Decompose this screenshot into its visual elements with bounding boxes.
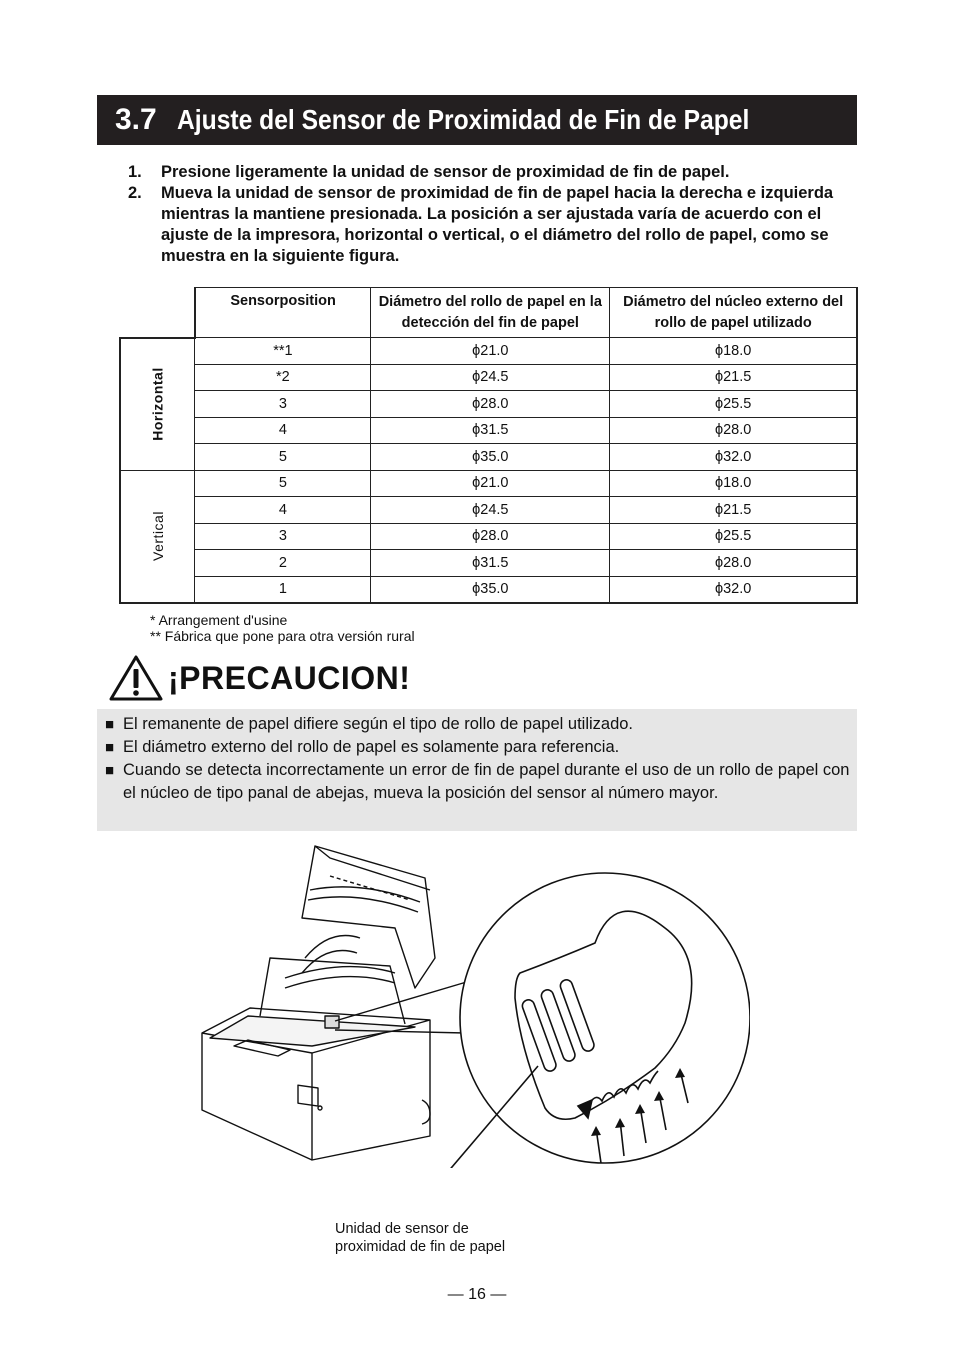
caution-item: ■ El remanente de papel difiere según el tipo de rollo de papel utilizado.: [105, 715, 634, 733]
section-number: 3.7: [115, 103, 157, 136]
table-row: 3 ϕ28.0 ϕ25.5: [120, 523, 857, 550]
column-header: Sensorposition: [195, 288, 371, 338]
footnote: * Arrangement d'usine: [150, 612, 288, 628]
step-text: Presione ligeramente la unidad de sensor de proximidad de fin de papel.: [161, 163, 730, 181]
table-row: 4 ϕ31.5 ϕ28.0: [120, 417, 857, 444]
table-row: Horizontal **1 ϕ21.0 ϕ18.0: [120, 338, 857, 365]
footnote: ** Fábrica que pone para otra versión rural: [150, 628, 415, 644]
table-row: 1 ϕ35.0 ϕ32.0: [120, 576, 857, 603]
step-text: Mueva la unidad de sensor de proximidad de fin de papel hacia la derecha e izquierda mientras la mantiene presionada. La posición a ser ajustada varía de acuerdo con el ajuste de la impresora, horizontal o vertical, o el diámetro del rollo de papel, como se muestra en la siguiente figura.: [161, 184, 834, 265]
caution-box: [97, 709, 857, 831]
table-row: 3 ϕ28.0 ϕ25.5: [120, 391, 857, 418]
sensor-position-table: [119, 287, 858, 604]
column-header: Diámetro del rollo de papel en la detección del fin de papel: [371, 288, 610, 338]
caution-heading: [108, 654, 410, 702]
section-title: Ajuste del Sensor de Proximidad de Fin de Papel: [176, 104, 750, 135]
instruction-steps: [128, 162, 848, 267]
step-item: 1. Presione ligeramente la unidad de sensor de proximidad de fin de papel.: [128, 163, 730, 181]
table-row: 4 ϕ24.5 ϕ21.5: [120, 497, 857, 524]
table-row: Vertical 5 ϕ21.0 ϕ18.0: [120, 470, 857, 497]
caution-item: ■ El diámetro externo del rollo de papel es solamente para referencia.: [105, 738, 620, 756]
page-number: — 16 —: [447, 1286, 507, 1303]
table-row: 5 ϕ35.0 ϕ32.0: [120, 444, 857, 471]
table-row: 2 ϕ31.5 ϕ28.0: [120, 550, 857, 577]
group-label-horizontal: Horizontal: [120, 338, 195, 471]
table-header-row: [120, 288, 857, 338]
warning-triangle-icon: [108, 654, 164, 702]
caution-title: ¡PRECAUCION!: [168, 659, 411, 696]
printer-sensor-illustration: [190, 838, 750, 1168]
column-header: Diámetro del núcleo externo del rollo de papel utilizado: [610, 288, 857, 338]
table-footnotes: [150, 612, 415, 644]
caution-item: ■ Cuando se detecta incorrectamente un error de fin de papel durante el uso de un rollo de papel con el núcleo de tipo panal de abejas, mueva la posición del sensor al número mayor.: [105, 761, 850, 802]
group-label-vertical: Vertical: [120, 470, 195, 603]
table-row: *2 ϕ24.5 ϕ21.5: [120, 364, 857, 391]
step-item: 2. Mueva la unidad de sensor de proximidad de fin de papel hacia la derecha e izquierda mientras la mantiene presionada. La posición a ser ajustada varía de acuerdo con el ajuste de la impresora, horizontal o vertical, o el diámetro del rollo de papel, como se muestra en la siguiente figura.: [128, 183, 848, 267]
figure-caption: Unidad de sensor de proximidad de fin de papel: [335, 1221, 506, 1255]
section-title-bar: [97, 95, 857, 145]
